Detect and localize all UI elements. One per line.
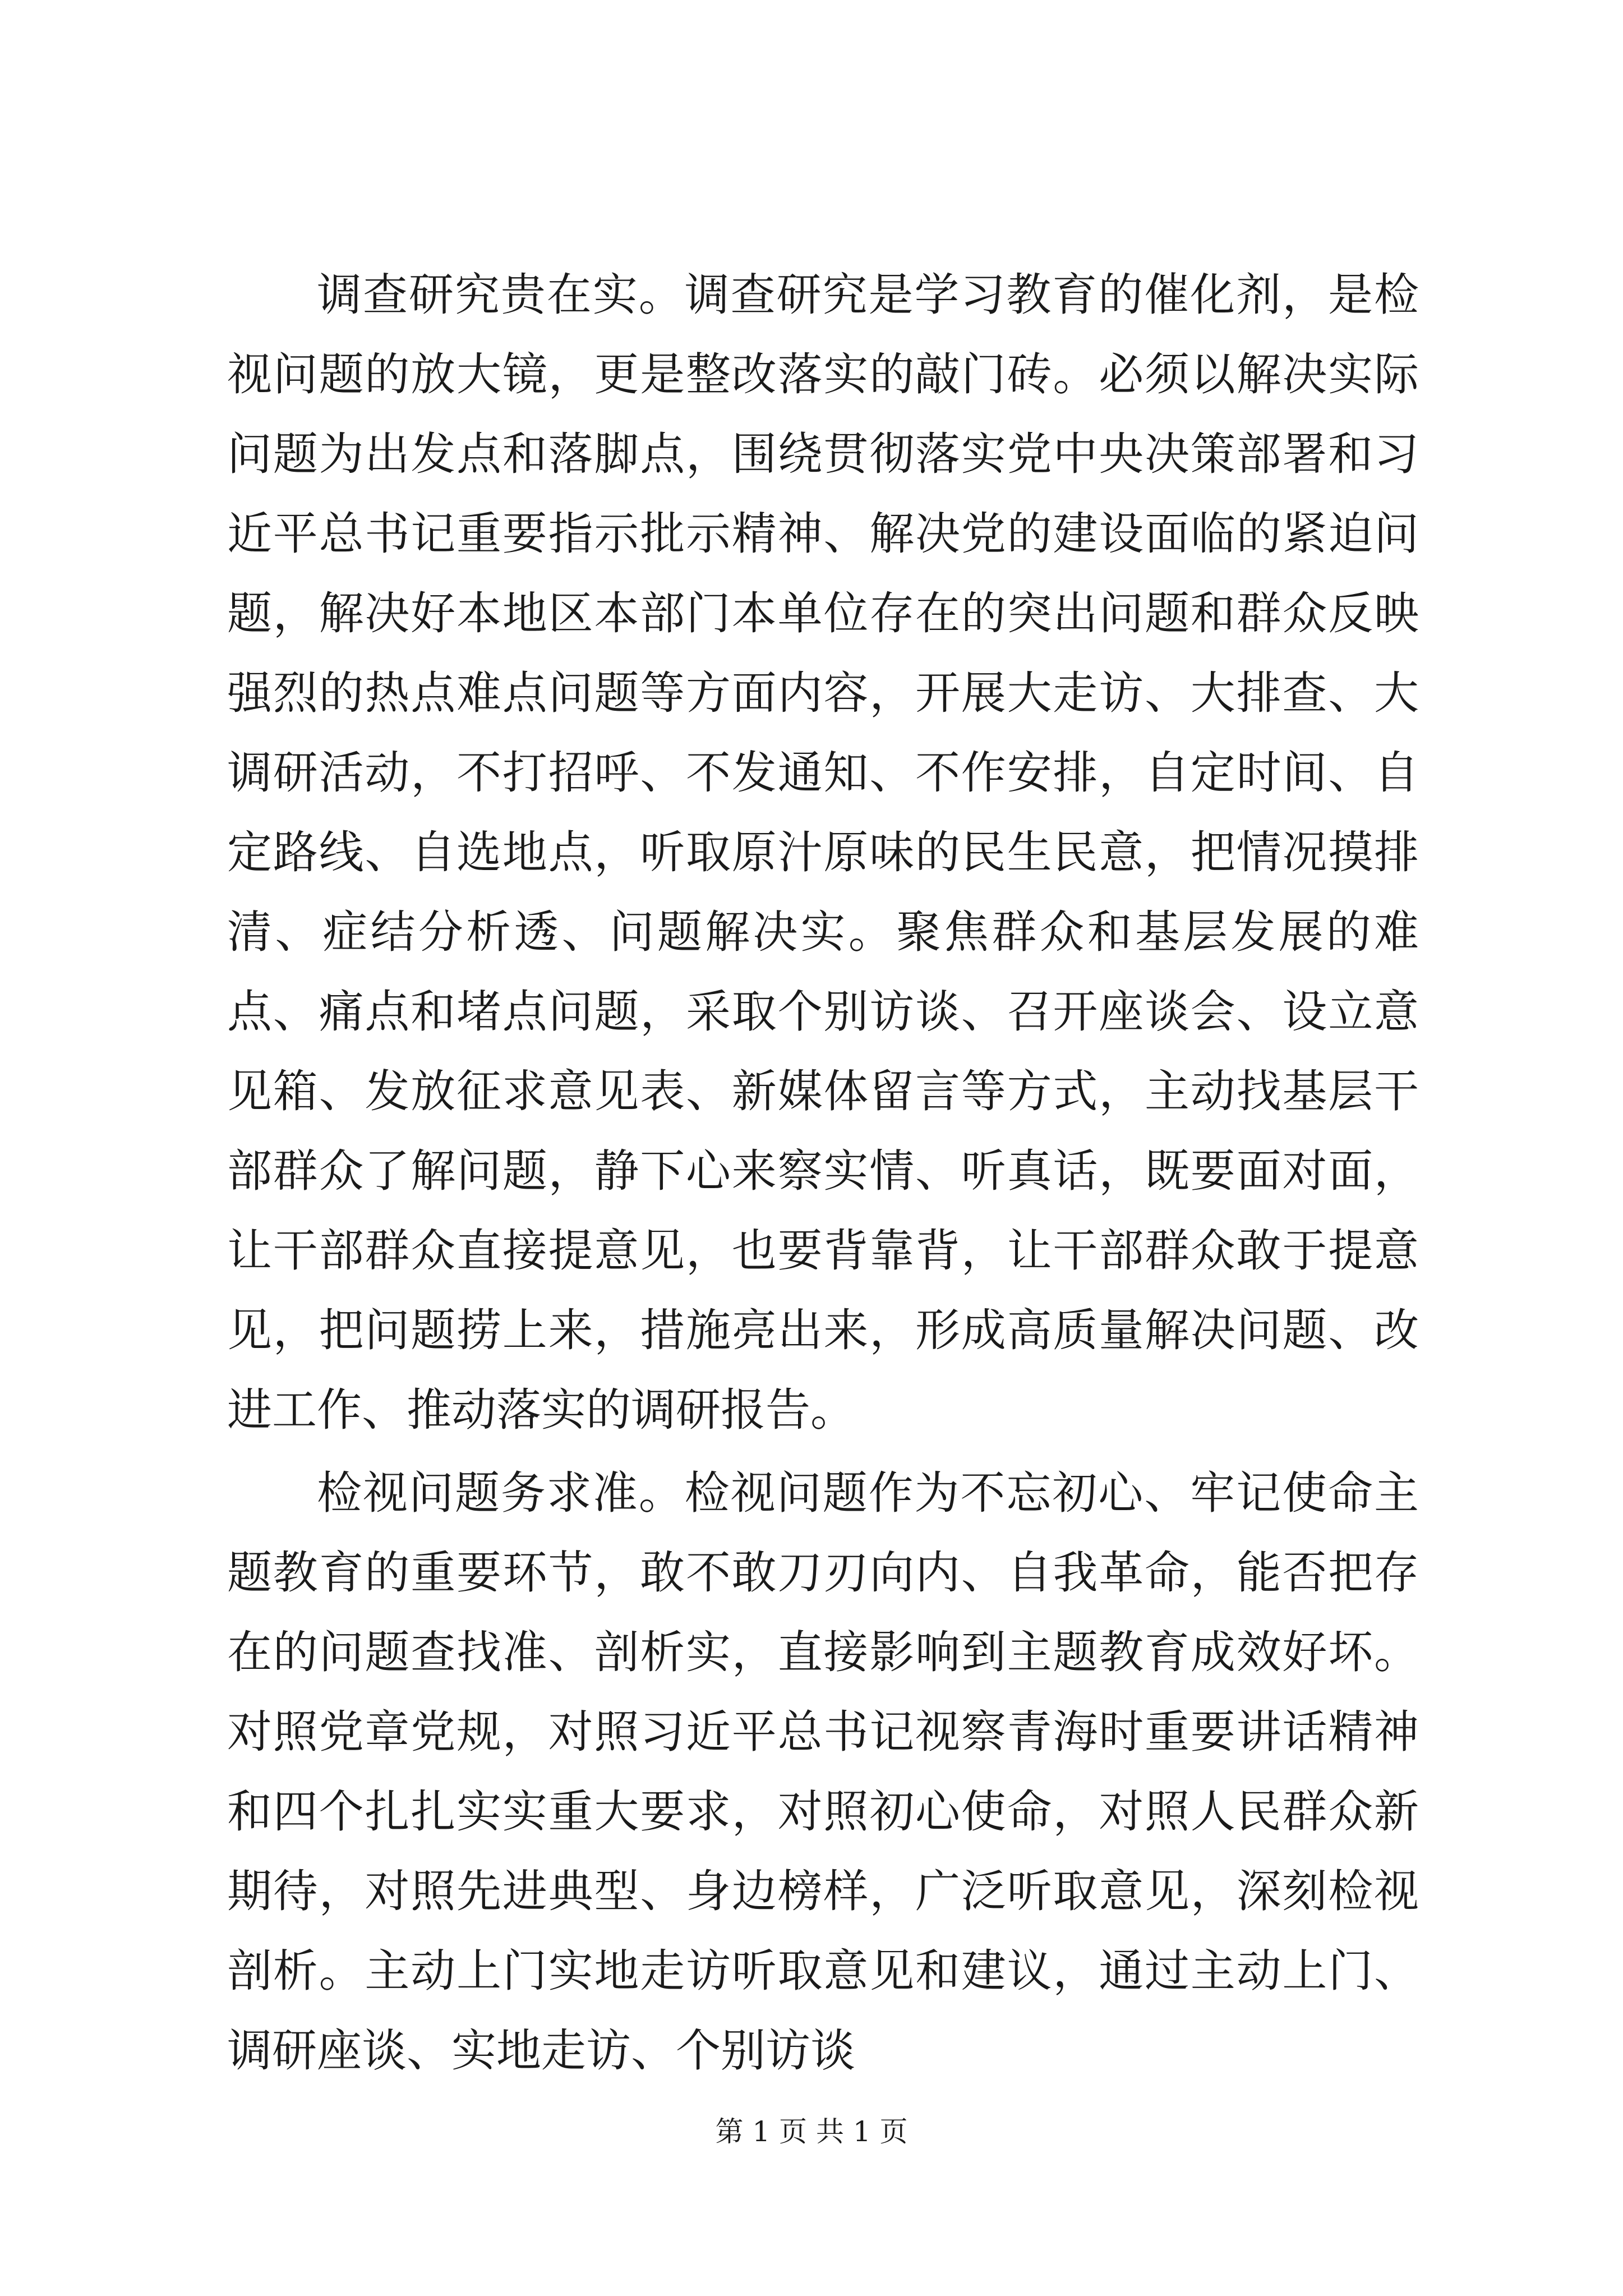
document-body xyxy=(227,255,1419,2091)
paragraph-investigation: 调查研究贵在实。调查研究是学习教育的催化剂，是检视问题的放大镜，更是整改落实的敲门砖。必须以解决实际问题为出发点和落脚点，围绕贯彻落实党中央决策部署和习近平总书记重要指示批示精神、解决党的建设面临的紧迫问题，解决好本地区本部门本单位存在的突出问题和群众反映强烈的热点难点问题等方面内容，开展大走访、大排查、大调研活动，不打招呼、不发通知、不作安排，自定时间、自定路线、自选地点，听取原汁原味的民生民意，把情况摸排清、症结分析透、问题解决实。聚焦群众和基层发展的难点、痛点和堵点问题，采取个别访谈、召开座谈会、设立意见箱、发放征求意见表、新媒体留言等方式，主动找基层干部群众了解问题，静下心来察实情、听真话，既要面对面，让干部群众直接提意见，也要背靠背，让干部群众敢于提意见，把问题捞上来，措施亮出来，形成高质量解决问题、改进工作、推动落实的调研报告。 xyxy=(227,269,1419,1436)
page-footer: 第 1 页 共 1 页 xyxy=(715,2115,908,2148)
paragraph-inspection: 检视问题务求准。检视问题作为不忘初心、牢记使命主题教育的重要环节，敢不敢刀刃向内、自我革命，能否把存在的问题查找准、剖析实，直接影响到主题教育成效好坏。对照党章党规，对照习近平总书记视察青海时重要讲话精神和四个扎扎实实重大要求，对照初心使命，对照人民群众新期待，对照先进典型、身边榜样，广泛听取意见，深刻检视剖析。主动上门实地走访听取意见和建议，通过主动上门、调研座谈、实地走访、个别访谈 xyxy=(227,1467,1419,2077)
